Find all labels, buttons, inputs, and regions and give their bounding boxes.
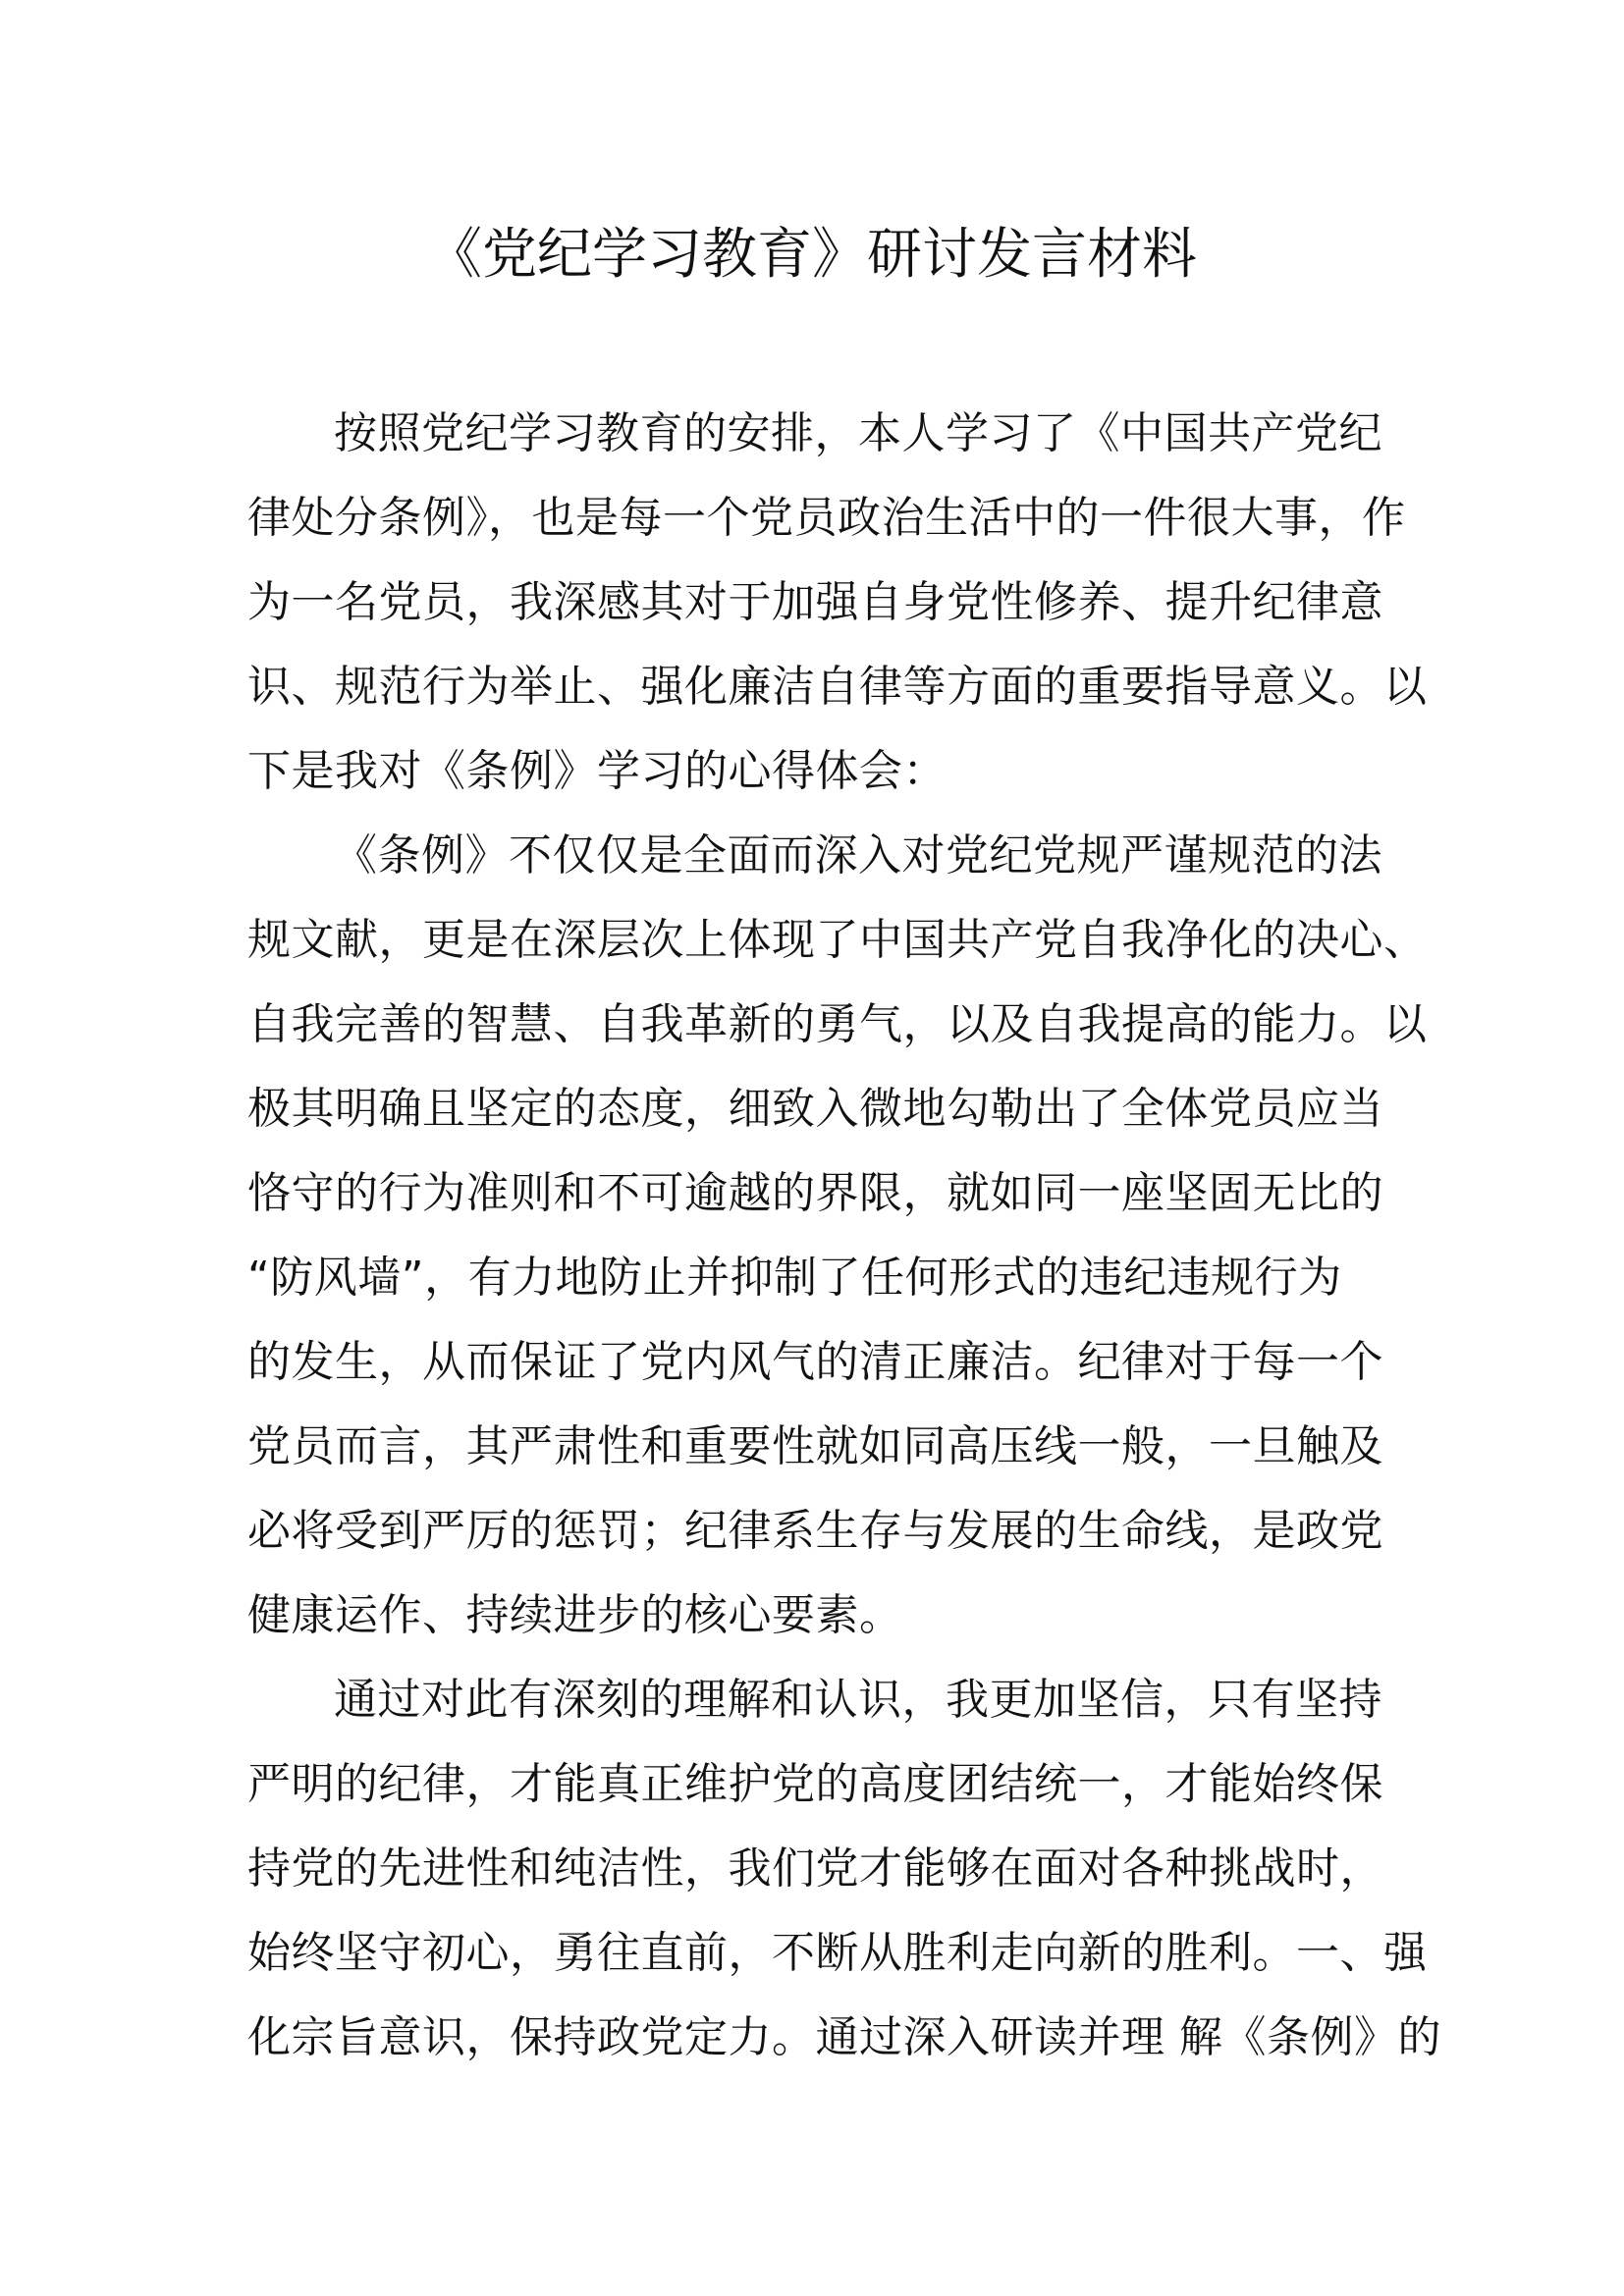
document-title: 《党纪学习教育》研讨发言材料 xyxy=(427,223,1197,287)
paragraph-2-line-10: 健康运作、持续进步的核心要素。 xyxy=(247,1590,903,1640)
paragraph-1-line-5: 下是我对《条例》学习的心得体会： xyxy=(247,746,947,796)
paragraph-3-line-5: 化宗旨意识，保持政党定力。通过深入研读并理 解《条例》的 xyxy=(247,2012,1441,2062)
paragraph-2-line-8: 党员而言，其严肃性和重要性就如同高压线一般，一旦触及 xyxy=(247,1421,1383,1471)
paragraph-2-line-2: 规文献，更是在深层次上体现了中国共产党自我净化的决心、 xyxy=(247,915,1428,965)
paragraph-1-line-3: 为一名党员，我深感其对于加强自身党性修养、提升纪律意 xyxy=(247,577,1383,627)
paragraph-2-line-3: 自我完善的智慧、自我革新的勇气，以及自我提高的能力。以 xyxy=(247,999,1428,1049)
paragraph-3-line-2: 严明的纪律，才能真正维护党的高度团结统一，才能始终保 xyxy=(247,1759,1383,1809)
paragraph-2-line-4: 极其明确且坚定的态度，细致入微地勾勒出了全体党员应当 xyxy=(247,1084,1383,1134)
paragraph-2-line-9: 必将受到严厉的惩罚；纪律系生存与发展的生命线，是政党 xyxy=(247,1506,1383,1556)
paragraph-2-line-1: 《条例》不仅仅是全面而深入对党纪党规严谨规范的法 xyxy=(334,830,1382,881)
paragraph-3-line-3: 持党的先进性和纯洁性，我们党才能够在面对各种挑战时， xyxy=(247,1843,1383,1894)
paragraph-2-line-6: “防风墙”，有力地防止并抑制了任何形式的违纪违规行为 xyxy=(247,1253,1342,1303)
paragraph-1-line-4: 识、规范行为举止、强化廉洁自律等方面的重要指导意义。以 xyxy=(247,662,1428,712)
paragraph-1-line-2: 律处分条例》，也是每一个党员政治生活中的一件很大事，作 xyxy=(247,493,1406,543)
paragraph-3-line-4: 始终坚守初心，勇往直前，不断从胜利走向新的胜利。一、强 xyxy=(247,1928,1428,1978)
paragraph-2-line-7: 的发生，从而保证了党内风气的清正廉洁。纪律对于每一个 xyxy=(247,1337,1383,1387)
paragraph-3-line-1: 通过对此有深刻的理解和认识，我更加坚信，只有坚持 xyxy=(334,1675,1382,1725)
paragraph-2-line-5: 恪守的行为准则和不可逾越的界限，就如同一座坚固无比的 xyxy=(247,1168,1383,1218)
paragraph-1-line-1: 按照党纪学习教育的安排，本人学习了《中国共产党纪 xyxy=(334,408,1382,458)
